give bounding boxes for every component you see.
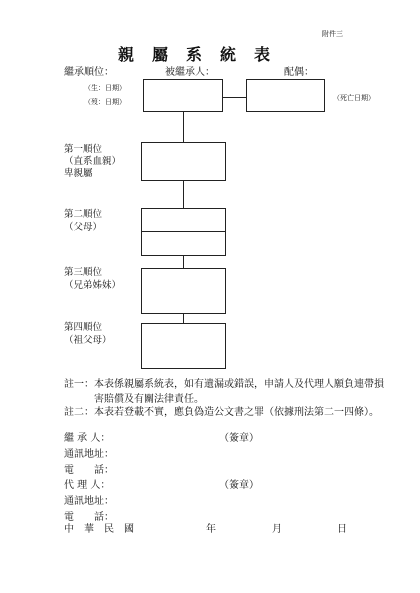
rank-1-title: 第一順位 bbox=[64, 144, 103, 155]
rank-3-title: 第三順位 bbox=[64, 267, 103, 278]
heir-label: 繼 承 人： bbox=[64, 433, 111, 444]
heir-rank-label: 繼承順位： bbox=[64, 67, 114, 78]
rank-1-note: 卑親屬 bbox=[64, 168, 93, 179]
rank-4-box[interactable] bbox=[141, 323, 226, 369]
date-era: 中 華 民 國 bbox=[64, 524, 134, 535]
note-2-text: 本表若登載不實，應負偽造公文書之罪（依據刑法第二一四條）。 bbox=[94, 407, 379, 418]
agent-label: 代 理 人： bbox=[64, 480, 111, 491]
marriage-connector bbox=[223, 97, 246, 98]
rank-2-divider bbox=[141, 231, 226, 232]
rank-4-title: 第四順位 bbox=[64, 322, 103, 333]
rank-1-box[interactable] bbox=[141, 142, 226, 181]
note-2-label: 註二： bbox=[64, 407, 94, 418]
heir-address-label: 通訊地址： bbox=[64, 449, 114, 460]
spouse-label: 配偶： bbox=[284, 67, 314, 78]
connector-line bbox=[183, 256, 184, 268]
rank-4-subtitle: （祖父母） bbox=[64, 335, 112, 346]
rank-2-title: 第二順位 bbox=[64, 209, 103, 220]
decedent-label: 被繼承人： bbox=[165, 67, 215, 78]
page-title: 親屬系統表 bbox=[118, 45, 289, 64]
heir-phone-label: 電 話： bbox=[64, 465, 114, 476]
rank-3-box[interactable] bbox=[141, 268, 226, 314]
spouse-box[interactable] bbox=[246, 79, 325, 112]
rank-1-subtitle: （直系血親） bbox=[64, 156, 122, 167]
heir-seal-label: （簽章） bbox=[219, 433, 259, 444]
note-1 bbox=[64, 377, 394, 407]
death-date-hint: （歿：日期） bbox=[84, 98, 126, 106]
date-year: 年 bbox=[206, 524, 216, 535]
connector-line bbox=[183, 181, 184, 208]
rank-2-box[interactable] bbox=[141, 208, 226, 256]
rank-2-subtitle: （父母） bbox=[64, 222, 103, 233]
connector-line bbox=[183, 314, 184, 323]
date-day: 日 bbox=[337, 524, 347, 535]
birth-date-hint: （生：日期） bbox=[84, 84, 126, 92]
note-1-label: 註一： bbox=[64, 379, 94, 390]
decedent-box[interactable] bbox=[143, 79, 223, 112]
note-2 bbox=[64, 405, 394, 435]
connector-line bbox=[183, 112, 184, 142]
agent-address-label: 通訊地址： bbox=[64, 496, 114, 507]
spouse-death-date-hint: （死亡日期） bbox=[333, 94, 375, 102]
rank-3-subtitle: （兄弟姊妹） bbox=[64, 280, 122, 291]
agent-seal-label: （簽章） bbox=[219, 480, 259, 491]
annex-label: 附件三 bbox=[322, 30, 343, 38]
note-1-text: 本表係親屬系統表，如有遺漏或錯誤，申請人及代理人願負連帶損害賠償及有關法律責任。 bbox=[94, 379, 384, 405]
date-month: 月 bbox=[272, 524, 282, 535]
agent-phone-label: 電 話： bbox=[64, 512, 114, 523]
